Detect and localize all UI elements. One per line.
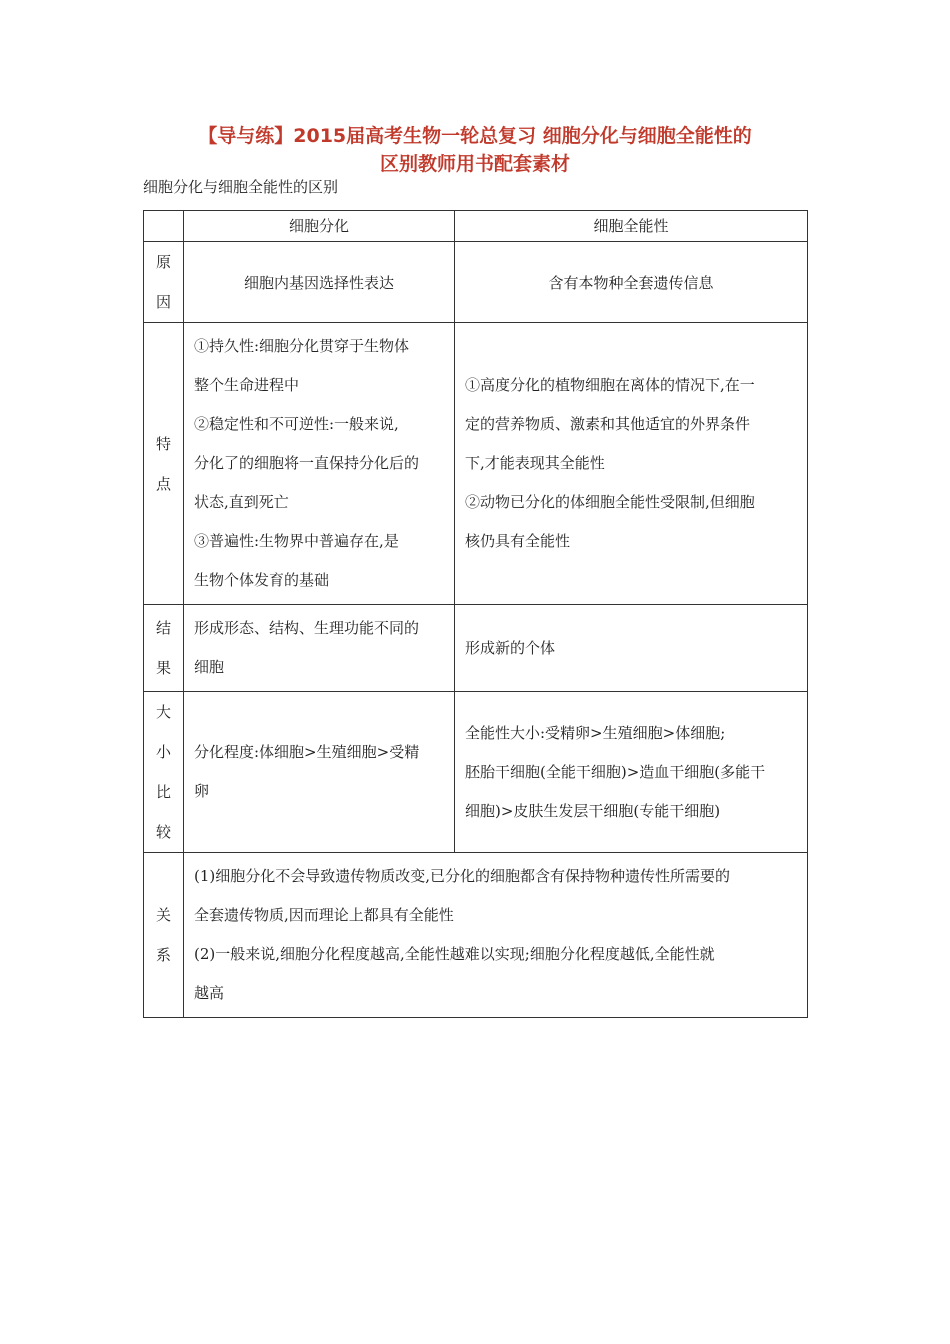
text-line: 生物个体发育的基础 bbox=[194, 571, 330, 589]
row-label-relation: 关 系 bbox=[144, 853, 184, 1018]
text-line: 定的营养物质、激素和其他适宜的外界条件 bbox=[465, 415, 751, 433]
title-line-2: 区别教师用书配套素材 bbox=[379, 153, 570, 175]
text-line: 分化了的细胞将一直保持分化后的 bbox=[194, 454, 420, 472]
text-line: ①高度分化的植物细胞在离体的情况下,在一 bbox=[465, 376, 755, 394]
header-differentiation: 细胞分化 bbox=[184, 211, 455, 242]
row-label-result: 结 果 bbox=[144, 605, 184, 692]
comparison-differentiation-cell bbox=[184, 692, 455, 853]
row-cause bbox=[144, 242, 808, 323]
text-line: 越高 bbox=[194, 984, 225, 1002]
cause-totipotency-cell: 含有本物种全套遗传信息 bbox=[455, 242, 808, 323]
result-totipotency-cell bbox=[455, 605, 808, 692]
text-line: 形成形态、结构、生理功能不同的 bbox=[194, 619, 420, 637]
text-line: 形成新的个体 bbox=[465, 638, 556, 657]
result-differentiation-cell bbox=[184, 605, 455, 692]
row-label-comparison: 大 小 比 较 bbox=[144, 692, 184, 853]
text-line: 状态,直到死亡 bbox=[194, 493, 289, 511]
row-comparison bbox=[144, 692, 808, 853]
text-line: ②动物已分化的体细胞全能性受限制,但细胞 bbox=[465, 493, 755, 511]
text-line: 细胞)>皮肤生发层干细胞(专能干细胞) bbox=[465, 801, 721, 820]
text-line: 整个生命进程中 bbox=[194, 376, 300, 394]
row-label-features: 特 点 bbox=[144, 323, 184, 605]
row-relation bbox=[144, 853, 808, 1018]
document-title bbox=[100, 122, 850, 178]
text-line: ②稳定性和不可逆性:一般来说, bbox=[194, 415, 399, 433]
text-line: 胚胎干细胞(全能干细胞)>造血干细胞(多能干 bbox=[465, 762, 766, 781]
relation-cell bbox=[184, 853, 808, 1018]
text-line: 全套遗传物质,因而理论上都具有全能性 bbox=[194, 906, 454, 924]
cause-differentiation-cell: 细胞内基因选择性表达 bbox=[184, 242, 455, 323]
text-line: 核仍具有全能性 bbox=[465, 532, 571, 550]
text-line: 卵 bbox=[194, 782, 210, 800]
comparison-table bbox=[143, 210, 808, 1018]
row-label-cause: 原 因 bbox=[144, 242, 184, 323]
features-differentiation-cell bbox=[184, 323, 455, 605]
text-line: ①持久性:细胞分化贯穿于生物体 bbox=[194, 337, 410, 355]
text-line: 细胞 bbox=[194, 658, 225, 676]
text-line: 下,才能表现其全能性 bbox=[465, 454, 605, 472]
row-result bbox=[144, 605, 808, 692]
text-line: 全能性大小:受精卵>生殖细胞>体细胞; bbox=[465, 723, 726, 742]
table-header-row bbox=[144, 211, 808, 242]
table-caption: 细胞分化与细胞全能性的区别 bbox=[143, 178, 339, 196]
header-corner-cell bbox=[144, 211, 184, 242]
header-totipotency: 细胞全能性 bbox=[455, 211, 808, 242]
text-line: 分化程度:体细胞>生殖细胞>受精 bbox=[194, 743, 420, 761]
text-line: (1)细胞分化不会导致遗传物质改变,已分化的细胞都含有保持物种遗传性所需要的 bbox=[194, 867, 731, 885]
title-line-1: 【导与练】2015届高考生物一轮总复习 细胞分化与细胞全能性的 bbox=[198, 125, 752, 147]
text-line: ③普遍性:生物界中普遍存在,是 bbox=[194, 532, 399, 550]
features-totipotency-cell bbox=[455, 323, 808, 605]
comparison-totipotency-cell bbox=[455, 692, 808, 853]
row-features bbox=[144, 323, 808, 605]
text-line: (2)一般来说,细胞分化程度越高,全能性越难以实现;细胞分化程度越低,全能性就 bbox=[194, 945, 715, 963]
